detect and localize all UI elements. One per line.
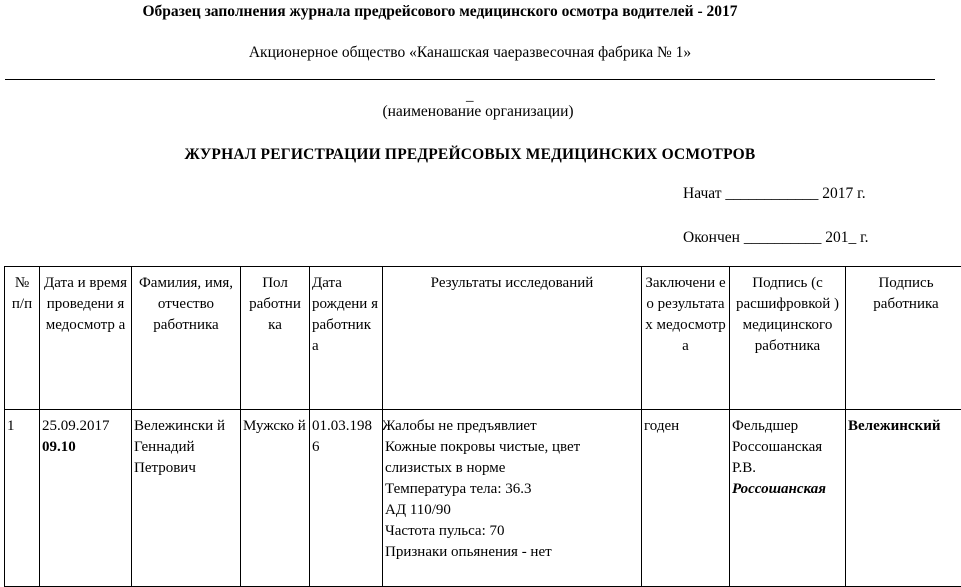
cell-time: 09.10 bbox=[42, 437, 129, 458]
organization-caption: (наименование организации) bbox=[0, 103, 956, 121]
started-date-line: Начат ____________ 2017 г. bbox=[683, 185, 866, 203]
cell-worker-signature: Вележинский bbox=[846, 410, 961, 587]
organization-underline bbox=[5, 79, 935, 80]
column-header-medic-signature: Подпись (с расшифровкой ) медицинского работника bbox=[730, 267, 846, 410]
inspection-journal-table bbox=[4, 266, 961, 587]
medic-signature: Россошанская bbox=[732, 479, 843, 500]
cell-datetime bbox=[40, 410, 132, 587]
column-header-number: № п/п bbox=[5, 267, 40, 410]
result-pulse: Частота пульса: 70 bbox=[385, 521, 505, 542]
result-complaints: Жалобы не предъявлиет bbox=[382, 416, 639, 437]
cell-number: 1 bbox=[5, 410, 40, 587]
sample-title: Образец заполнения журнала предрейсового медицинского осмотра водителей - 2017 bbox=[0, 3, 880, 21]
result-blood-pressure: АД 110/90 bbox=[385, 500, 639, 521]
cell-sex: Мужско й bbox=[241, 410, 310, 587]
cell-fio: Вележински й Геннадий Петрович bbox=[132, 410, 241, 587]
cell-date: 25.09.2017 bbox=[42, 416, 129, 437]
table-header-row bbox=[5, 267, 961, 410]
cell-results bbox=[383, 410, 642, 587]
table-row bbox=[5, 410, 961, 587]
medic-name: Фельдшер Россошанская Р.В. bbox=[732, 416, 843, 479]
journal-title: ЖУРНАЛ РЕГИСТРАЦИИ ПРЕДРЕЙСОВЫХ МЕДИЦИНСКИХ ОСМОТРОВ bbox=[0, 146, 940, 164]
column-header-results: Результаты исследований bbox=[383, 267, 642, 410]
underscore-mark: _ bbox=[466, 88, 474, 105]
finished-date-line: Окончен __________ 201_ г. bbox=[683, 229, 869, 247]
cell-birthdate: 01.03.198 6 bbox=[310, 410, 383, 587]
cell-conclusion: годен bbox=[642, 410, 730, 587]
result-skin: Кожные покровы чистые, цвет слизистых в норме bbox=[385, 437, 639, 479]
column-header-worker-signature: Подпись работника bbox=[846, 267, 961, 410]
column-header-datetime: Дата и время проведени я медосмотр а bbox=[40, 267, 132, 410]
result-temperature: Температура тела: 36.3 bbox=[385, 479, 639, 500]
column-header-birthdate: Дата рождени я работник а bbox=[310, 267, 383, 410]
column-header-fio: Фамилия, имя, отчество работника bbox=[132, 267, 241, 410]
column-header-sex: Пол работни ка bbox=[241, 267, 310, 410]
result-intoxication: Признаки опьянения - нет bbox=[385, 542, 639, 563]
column-header-conclusion: Заключени е о результата х медосмотр а bbox=[642, 267, 730, 410]
organization-name: Акционерное общество «Канашская чаеразвесочная фабрика № 1» bbox=[0, 44, 940, 62]
cell-medic-signature bbox=[730, 410, 846, 587]
